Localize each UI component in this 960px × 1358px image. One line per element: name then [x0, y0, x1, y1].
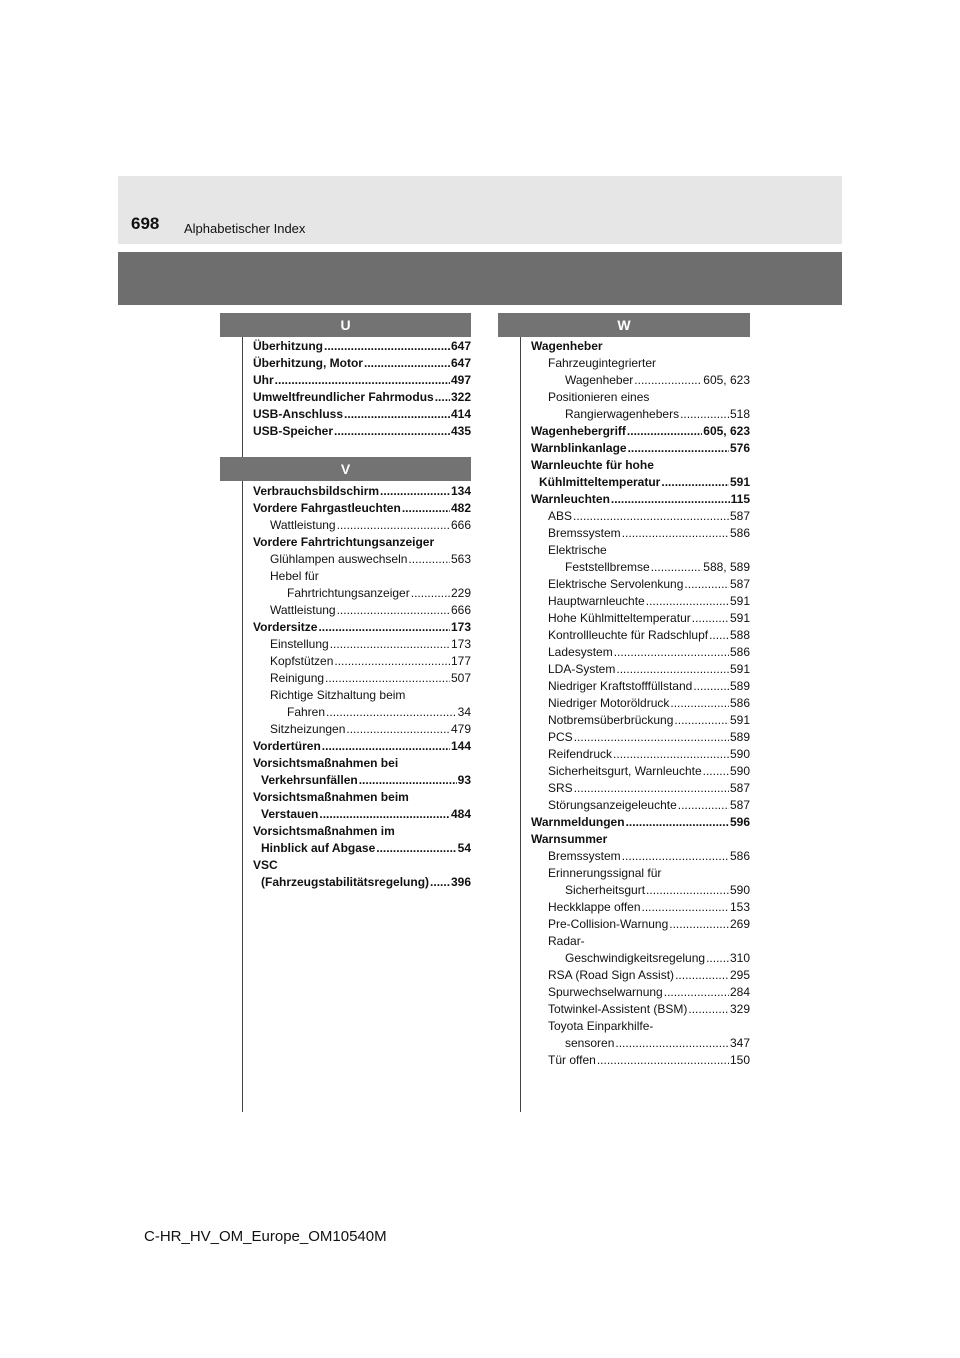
- dot-leader: [706, 950, 729, 967]
- index-entry: [253, 636, 471, 653]
- index-entry-text: Wagenheber: [565, 373, 634, 387]
- dot-leader: [670, 695, 729, 712]
- dot-leader: [622, 525, 729, 542]
- index-entry-text: Glühlampen auswechseln: [270, 552, 408, 566]
- index-entry: [253, 568, 471, 585]
- dot-leader: [669, 916, 729, 933]
- index-entry-page: 591: [729, 475, 750, 489]
- index-entry: [253, 585, 471, 602]
- index-entry: [531, 593, 750, 610]
- index-entry-page: 54: [457, 841, 471, 855]
- index-entry-text: VSC: [253, 858, 278, 872]
- index-entry: [253, 338, 471, 355]
- index-entry-page: 269: [729, 917, 750, 931]
- dot-leader: [573, 508, 729, 525]
- dot-leader: [574, 729, 729, 746]
- dot-leader: [435, 389, 450, 406]
- dot-leader: [359, 772, 457, 789]
- index-entry: [531, 1035, 750, 1052]
- index-entry: [531, 933, 750, 950]
- index-entry-text: Wattleistung: [270, 518, 336, 532]
- index-entry-page: 586: [729, 645, 750, 659]
- index-entry: [253, 406, 471, 423]
- index-entry-page: 605, 623: [703, 373, 750, 387]
- index-entry-page: 134: [450, 484, 471, 498]
- index-entry-page: 586: [729, 849, 750, 863]
- index-entry-page: 666: [450, 603, 471, 617]
- dot-leader: [430, 874, 450, 891]
- index-entry-text: Warnleuchte für hohe: [531, 458, 654, 472]
- index-entry: [253, 500, 471, 517]
- index-entry-text: Kopfstützen: [270, 654, 334, 668]
- dot-leader: [325, 670, 450, 687]
- index-entry-text: Warnmeldungen: [531, 815, 625, 829]
- index-entry: [531, 814, 750, 831]
- index-entry: [253, 789, 471, 806]
- document-id: C-HR_HV_OM_Europe_OM10540M: [144, 1228, 387, 1245]
- index-entry-page: 589: [729, 679, 750, 693]
- index-entry-text: Notbremsüberbrückung: [548, 713, 674, 727]
- dot-leader: [651, 559, 703, 576]
- index-entry-text: Störungsanzeigeleuchte: [548, 798, 677, 812]
- index-entry-text: Reifendruck: [548, 747, 613, 761]
- dot-leader: [613, 746, 729, 763]
- index-entry-text: Wattleistung: [270, 603, 336, 617]
- index-entry-text: LDA-System: [548, 662, 616, 676]
- index-entry-page: 482: [450, 501, 471, 515]
- index-entry: [253, 857, 471, 874]
- dot-leader: [626, 814, 729, 831]
- index-entry-page: 507: [450, 671, 471, 685]
- index-entry: [531, 729, 750, 746]
- dot-leader: [324, 338, 450, 355]
- dot-leader: [616, 661, 729, 678]
- index-entry: [531, 559, 750, 576]
- letter-heading-v: V: [220, 457, 471, 481]
- index-entry-text: Positionieren eines: [548, 390, 650, 404]
- index-entry-text: Hauptwarnleuchte: [548, 594, 645, 608]
- index-entry-page: 173: [450, 637, 471, 651]
- index-entry: [531, 950, 750, 967]
- index-entry-text: Bremssystem: [548, 849, 621, 863]
- dot-leader: [334, 653, 450, 670]
- index-entry: [253, 355, 471, 372]
- dot-leader: [709, 627, 729, 644]
- index-entry-page: 587: [729, 577, 750, 591]
- index-entry: [253, 755, 471, 772]
- index-entry-text: Rangierwagenhebers: [565, 407, 680, 421]
- index-entry-page: 591: [729, 713, 750, 727]
- index-entry: [253, 517, 471, 534]
- index-entry: [531, 440, 750, 457]
- dot-leader: [642, 899, 729, 916]
- letter-heading-w: W: [498, 313, 750, 337]
- index-entry-text: Radar-: [548, 934, 585, 948]
- dot-leader: [615, 1035, 729, 1052]
- index-entry-page: 587: [729, 798, 750, 812]
- index-entry: [531, 1001, 750, 1018]
- index-entry-page: 588: [729, 628, 750, 642]
- index-entry-text: Verkehrsunfällen: [261, 773, 358, 787]
- index-entry: [531, 763, 750, 780]
- index-entry-page: 586: [729, 696, 750, 710]
- index-entry-page: 34: [457, 705, 471, 719]
- dot-leader: [597, 1052, 729, 1069]
- index-entry: [253, 772, 471, 789]
- index-entry-text: Überhitzung: [253, 339, 323, 353]
- index-entry-text: Kontrollleuchte für Radschlupf: [548, 628, 709, 642]
- index-entry: [253, 806, 471, 823]
- index-entry: [253, 670, 471, 687]
- left-column-rule: [242, 336, 243, 1112]
- dot-leader: [680, 406, 729, 423]
- dot-leader: [634, 372, 702, 389]
- index-entry-text: Erinnerungssignal für: [548, 866, 662, 880]
- index-entry-text: ABS: [548, 509, 573, 523]
- dot-leader: [322, 738, 450, 755]
- index-entry-text: sensoren: [565, 1036, 615, 1050]
- index-entry: [253, 372, 471, 389]
- index-entry-page: 647: [450, 339, 471, 353]
- dot-leader: [674, 712, 729, 729]
- index-entry-text: Einstellung: [270, 637, 329, 651]
- dot-leader: [334, 423, 450, 440]
- index-entry: [253, 602, 471, 619]
- index-entry: [253, 653, 471, 670]
- dot-leader: [675, 967, 729, 984]
- index-entry-page: 347: [729, 1036, 750, 1050]
- section-band: [118, 252, 842, 305]
- dot-leader: [408, 551, 450, 568]
- index-entry-text: Warnblinkanlage: [531, 441, 627, 455]
- index-entry-text: USB-Speicher: [253, 424, 334, 438]
- index-entry-text: Vorsichtsmaßnahmen beim: [253, 790, 409, 804]
- index-entry-page: 435: [450, 424, 471, 438]
- dot-leader: [319, 806, 450, 823]
- index-entry: [253, 874, 471, 891]
- index-entry-text: Vorsichtsmaßnahmen bei: [253, 756, 399, 770]
- dot-leader: [688, 1001, 729, 1018]
- index-entry-page: 576: [729, 441, 750, 455]
- index-entry-text: Elektrische Servolenkung: [548, 577, 684, 591]
- index-entry-page: 322: [450, 390, 471, 404]
- index-entry-page: 173: [450, 620, 471, 634]
- index-entry-text: Totwinkel-Assistent (BSM): [548, 1002, 688, 1016]
- index-entry-page: 590: [729, 883, 750, 897]
- index-entry-text: Spurwechselwarnung: [548, 985, 663, 999]
- index-entry: [531, 457, 750, 474]
- index-entry-page: 284: [729, 985, 750, 999]
- index-entry-text: SRS: [548, 781, 573, 795]
- index-entry: [531, 474, 750, 491]
- index-entry-page: 591: [729, 594, 750, 608]
- index-entry-page: 605, 623: [703, 424, 750, 438]
- index-entry-text: Überhitzung, Motor: [253, 356, 363, 370]
- index-entry-text: Richtige Sitzhaltung beim: [270, 688, 406, 702]
- index-entry-text: Sitzheizungen: [270, 722, 346, 736]
- index-entry: [253, 738, 471, 755]
- index-entry-page: 497: [450, 373, 471, 387]
- index-entry: [531, 661, 750, 678]
- index-entry-text: Geschwindigkeitsregelung: [565, 951, 706, 965]
- dot-leader: [318, 619, 450, 636]
- index-entry-text: Fahrtrichtungsanzeiger: [287, 586, 410, 600]
- index-entry-text: Pre-Collision-Warnung: [548, 917, 669, 931]
- page-number: 698: [131, 214, 160, 233]
- index-entry-text: Sicherheitsgurt, Warnleuchte: [548, 764, 702, 778]
- index-entry: [531, 746, 750, 763]
- right-column-rule: [520, 336, 521, 1112]
- index-entry-text: USB-Anschluss: [253, 407, 344, 421]
- index-entry: [531, 695, 750, 712]
- dot-leader: [380, 483, 450, 500]
- dot-leader: [364, 355, 450, 372]
- index-entry: [531, 627, 750, 644]
- dot-leader: [646, 593, 729, 610]
- index-entry: [531, 967, 750, 984]
- index-entry: [531, 389, 750, 406]
- dot-leader: [661, 474, 729, 491]
- index-entry-text: Wagenhebergriff: [531, 424, 626, 438]
- index-entry: [531, 916, 750, 933]
- index-entry-page: 153: [729, 900, 750, 914]
- index-entry: [531, 525, 750, 542]
- index-entry-text: Vordere Fahrgastleuchten: [253, 501, 401, 515]
- index-entry-page: 586: [729, 526, 750, 540]
- index-entry: [531, 338, 750, 355]
- index-entry-page: 596: [729, 815, 750, 829]
- dot-leader: [693, 678, 729, 695]
- index-entry-text: Uhr: [253, 373, 274, 387]
- dot-leader: [574, 780, 729, 797]
- dot-leader: [326, 704, 457, 721]
- index-entry-page: 563: [450, 552, 471, 566]
- index-entry: [531, 644, 750, 661]
- index-entry-page: 479: [450, 722, 471, 736]
- index-entry-text: Umweltfreundlicher Fahrmodus: [253, 390, 434, 404]
- index-entry: [531, 576, 750, 593]
- dot-leader: [622, 848, 729, 865]
- index-entry: [531, 1018, 750, 1035]
- index-entry-text: Warnsummer: [531, 832, 608, 846]
- index-entry: [531, 355, 750, 372]
- index-entry-text: Toyota Einparkhilfe-: [548, 1019, 654, 1033]
- index-list-w: [531, 338, 750, 1069]
- index-entry-page: 588, 589: [703, 560, 750, 574]
- index-entry: [531, 508, 750, 525]
- dot-leader: [346, 721, 450, 738]
- index-entry-text: Reinigung: [270, 671, 325, 685]
- index-entry: [253, 687, 471, 704]
- dot-leader: [614, 644, 729, 661]
- index-entry-page: 177: [450, 654, 471, 668]
- index-entry: [531, 610, 750, 627]
- index-entry-text: Vordere Fahrtrichtungsanzeiger: [253, 535, 435, 549]
- index-entry-text: Niedriger Motoröldruck: [548, 696, 670, 710]
- dot-leader: [376, 840, 456, 857]
- index-entry-page: 666: [450, 518, 471, 532]
- index-entry-page: 484: [450, 807, 471, 821]
- index-entry-page: 587: [729, 509, 750, 523]
- index-entry: [253, 389, 471, 406]
- index-entry-text: RSA (Road Sign Assist): [548, 968, 675, 982]
- index-entry-text: Sicherheitsgurt: [565, 883, 646, 897]
- dot-leader: [344, 406, 450, 423]
- letter-heading-u: U: [220, 313, 471, 337]
- index-entry-text: Vordersitze: [253, 620, 318, 634]
- index-entry-page: 590: [729, 764, 750, 778]
- index-entry-page: 229: [450, 586, 471, 600]
- index-entry-text: (Fahrzeugstabilitätsregelung): [261, 875, 430, 889]
- index-entry: [253, 483, 471, 500]
- index-entry-text: Niedriger Kraftstofffüllstand: [548, 679, 693, 693]
- dot-leader: [627, 423, 702, 440]
- index-entry-text: PCS: [548, 730, 573, 744]
- index-entry-text: Fahrzeugintegrierter: [548, 356, 657, 370]
- index-entry: [531, 984, 750, 1001]
- index-entry: [531, 899, 750, 916]
- index-entry-page: 647: [450, 356, 471, 370]
- index-entry-page: 115: [730, 492, 750, 506]
- index-entry-text: Wagenheber: [531, 339, 603, 353]
- index-entry-text: Kühlmitteltemperatur: [539, 475, 661, 489]
- index-entry-page: 310: [729, 951, 750, 965]
- dot-leader: [692, 610, 729, 627]
- index-entry-text: Verstauen: [261, 807, 319, 821]
- index-entry: [531, 865, 750, 882]
- index-entry: [531, 491, 750, 508]
- index-entry: [531, 712, 750, 729]
- index-entry-text: Bremssystem: [548, 526, 621, 540]
- index-entry-text: Heckklappe offen: [548, 900, 641, 914]
- dot-leader: [628, 440, 729, 457]
- index-entry-page: 414: [450, 407, 471, 421]
- index-entry-text: Elektrische: [548, 543, 607, 557]
- index-entry: [253, 551, 471, 568]
- index-entry: [531, 423, 750, 440]
- dot-leader: [678, 797, 729, 814]
- index-list-v: [253, 483, 471, 891]
- index-entry: [531, 797, 750, 814]
- index-entry: [253, 423, 471, 440]
- index-entry-page: 295: [729, 968, 750, 982]
- index-entry-page: 396: [450, 875, 471, 889]
- index-entry-text: Vorsichtsmaßnahmen im: [253, 824, 395, 838]
- index-entry: [253, 704, 471, 721]
- index-entry: [531, 780, 750, 797]
- index-entry: [253, 840, 471, 857]
- dot-leader: [684, 576, 729, 593]
- dot-leader: [611, 491, 730, 508]
- index-entry-text: Ladesystem: [548, 645, 613, 659]
- index-entry-page: 93: [457, 773, 471, 787]
- dot-leader: [337, 517, 450, 534]
- index-entry-text: Hohe Kühlmitteltemperatur: [548, 611, 691, 625]
- dot-leader: [275, 372, 450, 389]
- index-entry-page: 591: [729, 662, 750, 676]
- dot-leader: [664, 984, 729, 1001]
- dot-leader: [646, 882, 729, 899]
- index-entry-text: Tür offen: [548, 1053, 596, 1067]
- dot-leader: [402, 500, 450, 517]
- index-entry-text: Verbrauchsbildschirm: [253, 484, 380, 498]
- index-entry-text: Hinblick auf Abgase: [261, 841, 376, 855]
- index-entry: [531, 406, 750, 423]
- index-entry-text: Warnleuchten: [531, 492, 610, 506]
- index-entry-page: 329: [729, 1002, 750, 1016]
- index-entry: [253, 534, 471, 551]
- index-entry: [531, 1052, 750, 1069]
- index-entry-page: 590: [729, 747, 750, 761]
- index-entry: [531, 542, 750, 559]
- index-entry: [253, 619, 471, 636]
- index-entry-page: 150: [729, 1053, 750, 1067]
- index-entry-text: Vordertüren: [253, 739, 321, 753]
- index-entry-page: 589: [729, 730, 750, 744]
- index-entry-text: Feststellbremse: [565, 560, 650, 574]
- index-entry: [531, 848, 750, 865]
- dot-leader: [330, 636, 450, 653]
- index-list-u: [253, 338, 471, 440]
- index-entry: [531, 882, 750, 899]
- index-entry-page: 587: [729, 781, 750, 795]
- page-title: Alphabetischer Index: [184, 221, 306, 236]
- dot-leader: [337, 602, 450, 619]
- index-entry: [531, 678, 750, 695]
- index-entry-page: 144: [450, 739, 471, 753]
- dot-leader: [411, 585, 450, 602]
- dot-leader: [703, 763, 729, 780]
- index-entry-page: 518: [729, 407, 750, 421]
- index-entry: [253, 823, 471, 840]
- index-entry: [253, 721, 471, 738]
- index-entry-page: 591: [729, 611, 750, 625]
- index-entry: [531, 372, 750, 389]
- index-entry: [531, 831, 750, 848]
- index-entry-text: Hebel für: [270, 569, 319, 583]
- index-entry-text: Fahren: [287, 705, 326, 719]
